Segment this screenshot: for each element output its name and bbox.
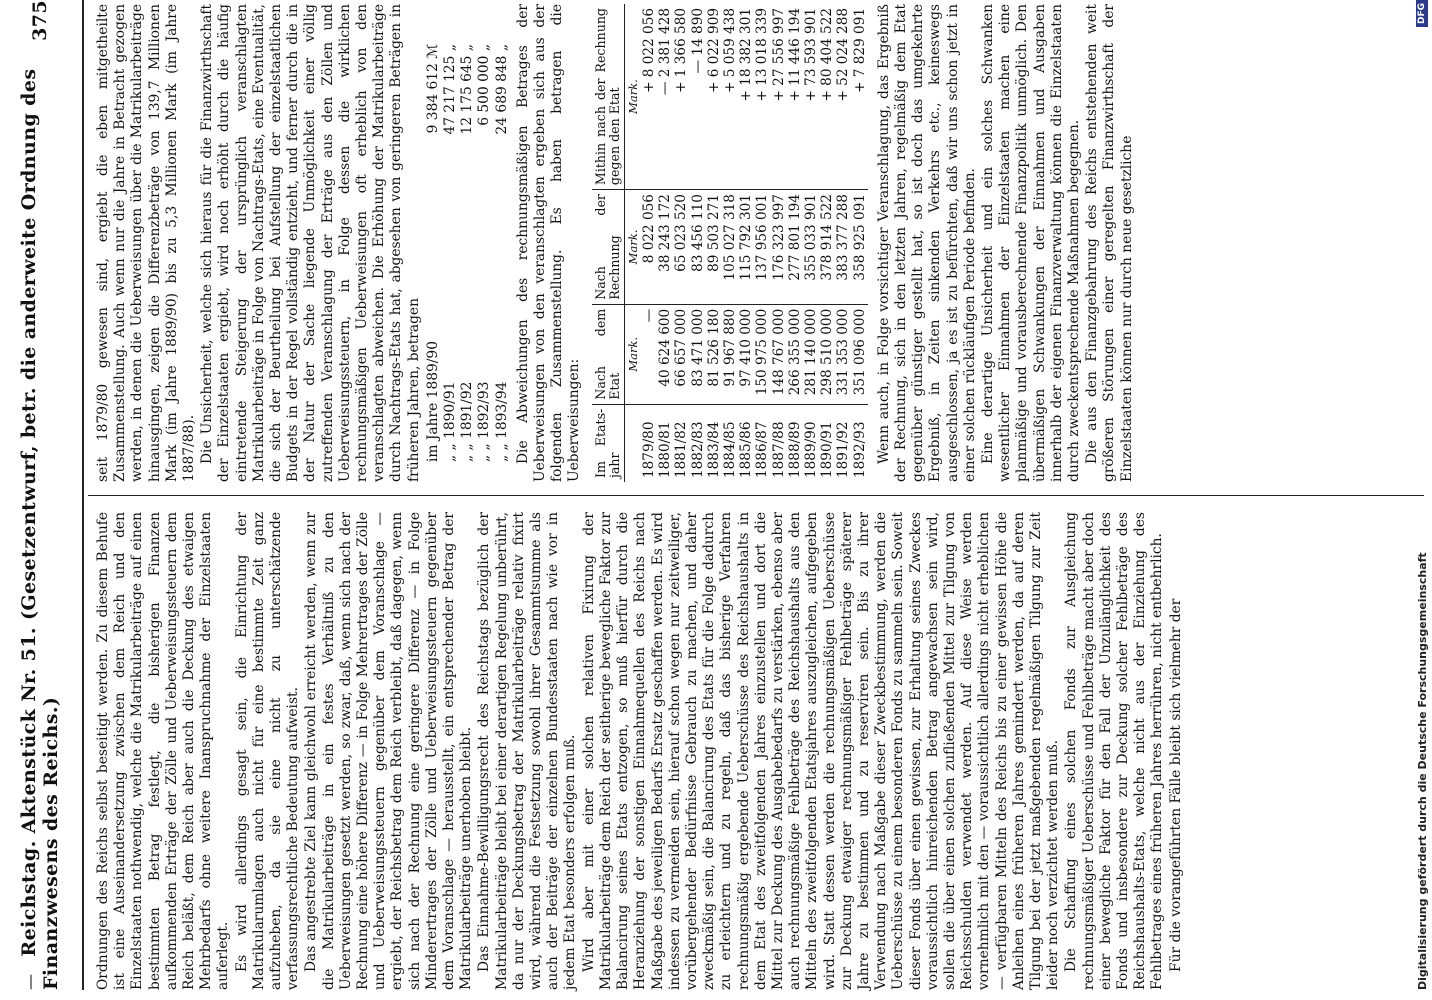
table-cell: 1887/88 — [770, 421, 787, 478]
table-cell: 1890/91 — [819, 421, 836, 478]
list-item: im Jahre 1889/90 9 384 612 ℳ — [424, 44, 441, 462]
dfg-logo-wrap — [1416, 0, 1428, 27]
paragraph: Es wird allerdings gesagt sein, die Einrichtung der Matrikularumlagen auch nicht für eine bestimmte Zeit ganz aufzuheben, da sie eine nicht zu unterschätzende verfassungsrechtliche Bedeutung aufweist. — [233, 512, 302, 990]
table-row — [641, 4, 657, 482]
digitization-credit — [1412, 0, 1432, 990]
table-row — [706, 4, 722, 482]
table-header: Mithin nach der Rechnung gegen den Etat — [592, 4, 625, 190]
table-row — [803, 4, 819, 482]
paragraph: Wenn auch, in Folge vorsichtiger Veranschlagung, das Ergebniß der Rechnung, sich in den letzten Jahren, regelmäßig dem Etat gegenüber günstiger gestellt hat, so ist doch das umgekehrte Ergebniß, in Zeiten sinkenden Verkehrs etc., keineswegs ausgeschlossen, ja es ist zu befürchten, daß wir uns schon jetzt in einer solchen rückläufigen Periode befinden. — [875, 4, 978, 482]
table-cell: 1884/85 — [721, 421, 738, 478]
table-cell: 1889/90 — [802, 421, 819, 478]
dfg-logo: DFG — [1416, 0, 1428, 27]
table-cell: 83 471 000 — [690, 304, 706, 404]
list-item: „ „ 1892/93 6 500 000 „ — [476, 44, 493, 462]
table-header: Im Etats-jahr — [592, 404, 625, 482]
right-column — [95, 512, 1186, 990]
table-cell: 1879/80 — [640, 421, 657, 478]
table-row — [835, 4, 851, 482]
table-row — [657, 4, 673, 482]
table-row — [722, 4, 738, 482]
table-cell: + 8 022 056 — [641, 4, 657, 190]
table-cell: — 2 381 428 — [657, 4, 673, 190]
list-item: „ „ 1893/94 24 689 848 „ — [493, 44, 510, 462]
unit-row: Mark. Mark. Mark. — [624, 4, 641, 482]
table-row — [738, 4, 754, 482]
page-number: 375 — [29, 0, 51, 41]
table-cell: + 80 404 522 — [819, 4, 835, 190]
paragraph: seit 1879/80 gewesen sind, ergiebt die eben mitgetheilte Zusammenstellung. Auch wenn nur die Jahre in Betracht gezogen werden, in denen die Ueberweisungen über die Matrikularbeiträge hinausgingen, zeigen die Differenzbeträge von 139,7 Millionen Mark (im Jahre 1889/90) bis zu 5,3 Millionen Mark (im Jahre 1887/88). — [95, 4, 198, 482]
table-cell: + 73 593 901 — [803, 4, 819, 190]
table-cell: 1883/84 — [705, 421, 722, 478]
table-cell: + 5 059 438 — [722, 4, 738, 190]
table-cell: 1891/92 — [835, 421, 852, 478]
paragraph: Wird aber mit einer solchen relativen Fixirung der Matrikularbeiträge dem Reich der seitherige bewegliche Faktor zur Balancirung seines Etats entzogen, so muß hierfür durch die Heranziehung der sonstigen Einnahmequellen des Reichs nach Maßgabe des jeweiligen Bedarfs Ersatz geschaffen werden. Es wird indessen zu vermeiden sein, hierauf schon wegen nur zeitweiliger, vorübergehender Bedürfnisse Gebrauch zu machen, und daher zweckmäßig sein, die Balancirung des Etats für die Folge dadurch zu erleichtern und zu regeln, daß das bisherige Verfahren rechnungsmäßig ergebende Ueberschüsse des Reichshaushalts in dem Etat des zweitfolgenden Jahres einzustellen und dort die Mittel zur Deckung des Ausgabebedarfs zu verstärken, ebenso aber auch rechnungsmäßige Fehlbeträge des Reichshaushalts aus den Mitteln des zweitfolgenden Etatsjahres auszugleichen, aufgegeben wird. Statt dessen werden die rechnungsmäßigen Ueberschüsse zur Deckung etwaiger rechnungsmäßiger Fehlbeträge späterer Jahre zu bestimmen und zu reserviren sein. Bis zu ihrer Verwendung nach Maßgabe dieser Zweckbestimmung, werden die Ueberschüsse zu einem besonderen Fonds zu sammeln sein. Soweit dieser Fonds über einen gewissen, zur Erhaltung seines Zweckes voraussichtlich hinreichenden Betrag angewachsen sein wird, sollen die über einen solchen zufließenden Mittel zur Tilgung von Reichsschulden verwendet werden. Auf diese Weise werden vornehmlich mit den — voraussichtlich allerdings nicht erheblichen — verfügbaren Mitteln des Reichs bis zu einer gewissen Höhe die Anleihen eines früheren Jahres gemindert werden, da auf deren Tilgung bei der jetzt maßgebenden regelmäßigen Tilgung zur Zeit leider noch verzichtet werden muß. — [580, 512, 1062, 990]
table-cell: 8 022 056 — [641, 190, 657, 305]
table-cell: 91 967 880 — [722, 304, 738, 404]
table-row — [690, 4, 706, 482]
header-title: Reichstag. Aktenstück Nr. 51. (Gesetzentwurf, betr. die anderweite Ordnung des Finanzwesens des Reichs.) — [18, 68, 62, 990]
list-item: „ „ 1890/91 47 217 125 „ — [442, 44, 459, 462]
table-cell: 1880/81 — [657, 421, 674, 478]
table-cell: 38 243 172 — [657, 190, 673, 305]
table-cell: 137 956 001 — [754, 190, 770, 305]
ueberweisungen-table — [592, 4, 868, 482]
table-cell: 115 792 301 — [738, 190, 754, 305]
table-cell: + 11 446 194 — [787, 4, 803, 190]
table-cell: 66 657 000 — [673, 304, 689, 404]
header-mark: — — [20, 973, 39, 990]
table-cell: 1892/93 — [851, 421, 868, 478]
table-cell: + 1 366 580 — [673, 4, 689, 190]
paragraph: Das Einnahme-Bewilligungsrecht des Reichstags bezüglich der Matrikularbeiträge bleibt bei einer derartigen Regelung unberührt, da nur der Deckungsbetrag der Matrikularbeiträge relativ fixirt wird, während die Festsetzung sowohl ihrer Gesammtsumme als auch der Beiträge der einzelnen Bundesstaaten nach wie vor in jedem Etat besonders erfolgen muß. — [476, 512, 579, 990]
page-header — [0, 0, 80, 990]
paragraph: Ordnungen des Reichs selbst beseitigt werden. Zu diesem Behufe ist eine Auseinandersetzung zwischen dem Reich und den Einzelstaaten nothwendig, welche die Matrikularbeiträge auf einen bestimmten Betrag festlegt, die bisherigen Finanzen aufkommenden Erträge der Zölle und Ueberweisungssteuern dem Reich beläßt, dem Reich aber auch die Deckung des etwaigen Mehrbedarfs ohne weitere Inanspruchnahme der Einzelstaaten auferlegt. — [95, 512, 232, 990]
table-cell: 40 624 600 — [657, 304, 673, 404]
table-cell: 1886/87 — [754, 421, 771, 478]
table-cell: 277 801 194 — [787, 190, 803, 305]
table-cell: 1881/82 — [673, 421, 690, 478]
table-cell: 83 456 110 — [690, 190, 706, 305]
table-row — [852, 4, 868, 482]
paragraph: Die Schaffung eines solchen Fonds zur Ausgleichung rechnungsmäßiger Ueberschüsse und Fehlbeträge macht aber doch einer bewegliche Faktor für den Fall der Unzulänglichkeit des Fonds und insbesondere zur Deckung solcher Fehlbeträge des Reichshaushalts-Etats, welche nicht aus der Einziehung des Fehlbetrages eines früheren Jahres herrühren, nicht entbehrlich. — [1063, 512, 1166, 990]
paragraph: Die Abweichungen des rechnungsmäßigen Betrages der Ueberweisungen von den veranschlagten ergeben sich aus der folgenden Zusammenstellung. Es haben betragen die Ueberweisungen: — [514, 4, 583, 482]
table-cell: 355 033 901 — [803, 190, 819, 305]
header-rule — [82, 0, 84, 990]
table-row — [771, 4, 787, 482]
list-item: „ „ 1891/92 12 175 645 „ — [459, 44, 476, 462]
table-row — [787, 4, 803, 482]
paragraph: Für die vorangeführten Fälle bleibt sich vielmehr der — [1167, 598, 1184, 972]
paragraph: Das angestrebte Ziel kann gleichwohl erreicht werden, wenn zur die Matrikularbeiträge in ein festes Verhältniß zu den Ueberweisungen gesetzt werden, so zwar, daß, wenn sich nach der Rechnung eine höhere Differenz — in Folge Mehrertrages der Zölle und Ueberweisungssteuern gegenüber dem Voranschlage — ergiebt, der Reichsbetrag dem Reich verbleibt, daß dagegen, wenn sich nach der Rechnung eine geringere Differenz — in Folge Minderertrages der Zölle und Ueberweisungssteuern gegenüber dem Voranschlage — herausstellt, ein entsprechender Betrag der Matrikularbeiträge unerhoben bleibt. — [303, 512, 475, 990]
table-cell: 1885/86 — [738, 421, 755, 478]
table-cell: 298 510 000 — [819, 304, 835, 404]
table-cell: + 7 829 091 — [852, 4, 868, 190]
paragraph: Eine derartige Unsicherheit und ein solches Schwanken wesentlicher Einnahmen der Einzelstaaten machen eine planmäßige und vorausberechnende Finanzpolitik unmöglich. Den übermäßigen Schwankungen der Einnahmen und Ausgaben innerhalb der eigenen Finanzverwaltung können die Einzelstaaten durch zweckentsprechende Maßnahmen begegnen. — [979, 4, 1082, 482]
table-cell: 378 914 522 — [819, 190, 835, 305]
table-cell: 383 377 288 — [835, 190, 851, 305]
table-row — [754, 4, 770, 482]
column-divider — [88, 495, 1424, 496]
paragraph: Die Unsicherheit, welche sich hieraus für die Finanzwirthschaft der Einzelstaaten ergiebt, wird noch erhöht durch die häufig eintretende Steigerung der ursprünglich veranschlagten Matrikularbeiträge in Folge von Nachtrags-Etats, eine Eventualität, die sich der Beurtheilung bei Aufstellung der einzelstaatlichen Budgets in der Regel vollständig entzieht, und ferner durch die in der Natur der Sache liegende Unmöglichkeit einer völlig zutreffenden Veranschlagung der Erträge aus den Zöllen und Ueberweisungssteuern, in Folge dessen die wirklichen rechnungsmäßigen Ueberweisungen oft erheblich von den veranschlagten abweichen. Die Erhöhung der Matrikularbeiträge durch Nachtrags-Etats hat, abgesehen von geringeren Beträgen in früheren Jahren, betragen — [199, 4, 422, 482]
table-cell: — 14 890 — [690, 4, 706, 190]
table-cell: 89 503 271 — [706, 190, 722, 305]
table-cell: 148 767 000 — [771, 304, 787, 404]
table-cell: + 6 022 909 — [706, 4, 722, 190]
table-cell: 81 526 180 — [706, 304, 722, 404]
table-cell: 351 096 000 — [852, 304, 868, 404]
table-cell: 97 410 000 — [738, 304, 754, 404]
table-cell: 105 027 318 — [722, 190, 738, 305]
table-cell: 65 023 520 — [673, 190, 689, 305]
left-column — [95, 4, 1137, 482]
table-cell: + 18 382 301 — [738, 4, 754, 190]
table-cell: 176 323 997 — [771, 190, 787, 305]
paragraph: Die aus den Finanzgebahrung des Reichs entstehenden weit größeren Störungen einer geregelten Finanzwirthschaft der Einzelstaaten können nur durch neue gesetzliche — [1084, 4, 1135, 482]
table-cell: — — [641, 304, 657, 404]
table-cell: + 52 024 288 — [835, 4, 851, 190]
table-cell: 266 355 000 — [787, 304, 803, 404]
table-row — [673, 4, 689, 482]
table-cell: 1888/89 — [786, 421, 803, 478]
table-cell: + 27 556 997 — [771, 4, 787, 190]
table-header: Nach dem Etat — [592, 304, 625, 404]
table-cell: 281 140 000 — [803, 304, 819, 404]
table-cell: 358 925 091 — [852, 190, 868, 305]
table-cell: 150 975 000 — [754, 304, 770, 404]
table-cell: + 13 018 339 — [754, 4, 770, 190]
table-cell: 1882/83 — [689, 421, 706, 478]
credit-text: Digitalisierung gefördert durch die Deutsche Forschungsgemeinschaft — [1415, 552, 1429, 990]
table-header: Nach der Rechnung — [592, 190, 625, 305]
nachtrag-list — [425, 4, 511, 462]
table-cell: 331 353 000 — [835, 304, 851, 404]
table-row — [819, 4, 835, 482]
